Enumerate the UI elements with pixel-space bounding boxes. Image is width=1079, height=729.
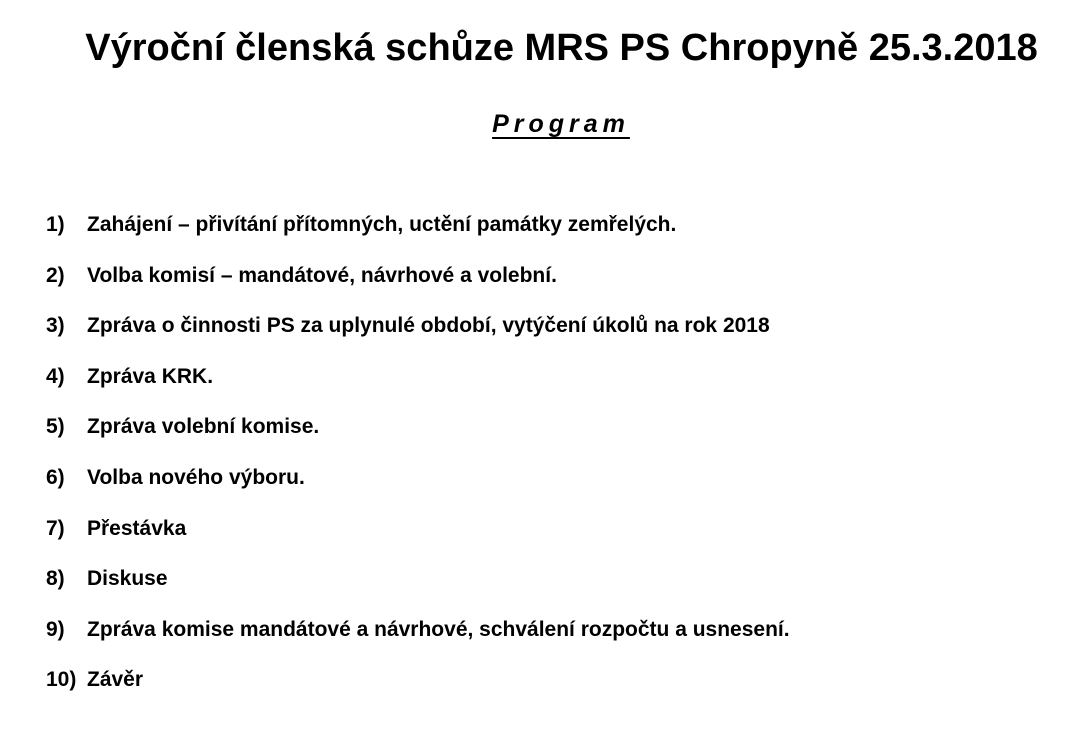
agenda-item-text: Zpráva KRK. xyxy=(87,364,214,388)
agenda-item-number: 6) xyxy=(46,465,65,489)
document-title: Výroční členská schůze MRS PS Chropyně 25.3.2018 xyxy=(85,27,1038,69)
agenda-item-text: Zpráva o činnosti PS za uplynulé období, vytýčení úkolů na rok 2018 xyxy=(87,314,770,338)
agenda-item-1 xyxy=(46,208,1046,259)
agenda-item-number: 8) xyxy=(46,567,65,591)
agenda-list xyxy=(46,208,1046,714)
agenda-item-2 xyxy=(46,259,1046,310)
agenda-item-5 xyxy=(46,410,1046,461)
agenda-item-number: 4) xyxy=(46,364,65,388)
agenda-item-10 xyxy=(46,663,1046,714)
agenda-item-3 xyxy=(46,309,1046,360)
agenda-item-number: 2) xyxy=(46,263,65,287)
program-heading-text: Program xyxy=(492,110,630,138)
agenda-item-text: Zpráva komise mandátové a návrhové, schválení rozpočtu a usnesení. xyxy=(87,617,790,641)
agenda-item-text: Volba komisí – mandátové, návrhové a volební. xyxy=(87,263,557,287)
program-heading xyxy=(0,106,1079,142)
agenda-item-text: Zahájení – přivítání přítomných, uctění památky zemřelých. xyxy=(87,213,677,236)
agenda-item-7 xyxy=(46,512,1046,563)
agenda-item-6 xyxy=(46,461,1046,512)
agenda-item-text: Volba nového výboru. xyxy=(87,465,305,489)
agenda-item-text: Diskuse xyxy=(87,567,168,591)
agenda-item-9 xyxy=(46,613,1046,664)
agenda-item-4 xyxy=(46,360,1046,411)
agenda-item-number: 10) xyxy=(46,668,77,692)
agenda-item-number: 7) xyxy=(46,516,65,540)
agenda-item-text: Závěr xyxy=(87,668,144,692)
agenda-item-number: 9) xyxy=(46,617,65,641)
agenda-item-number: 1) xyxy=(46,213,65,236)
agenda-item-number: 5) xyxy=(46,415,65,439)
agenda-item-8 xyxy=(46,562,1046,613)
agenda-item-text: Přestávka xyxy=(87,516,187,540)
agenda-item-number: 3) xyxy=(46,314,65,338)
agenda-item-text: Zpráva volební komise. xyxy=(87,415,320,439)
